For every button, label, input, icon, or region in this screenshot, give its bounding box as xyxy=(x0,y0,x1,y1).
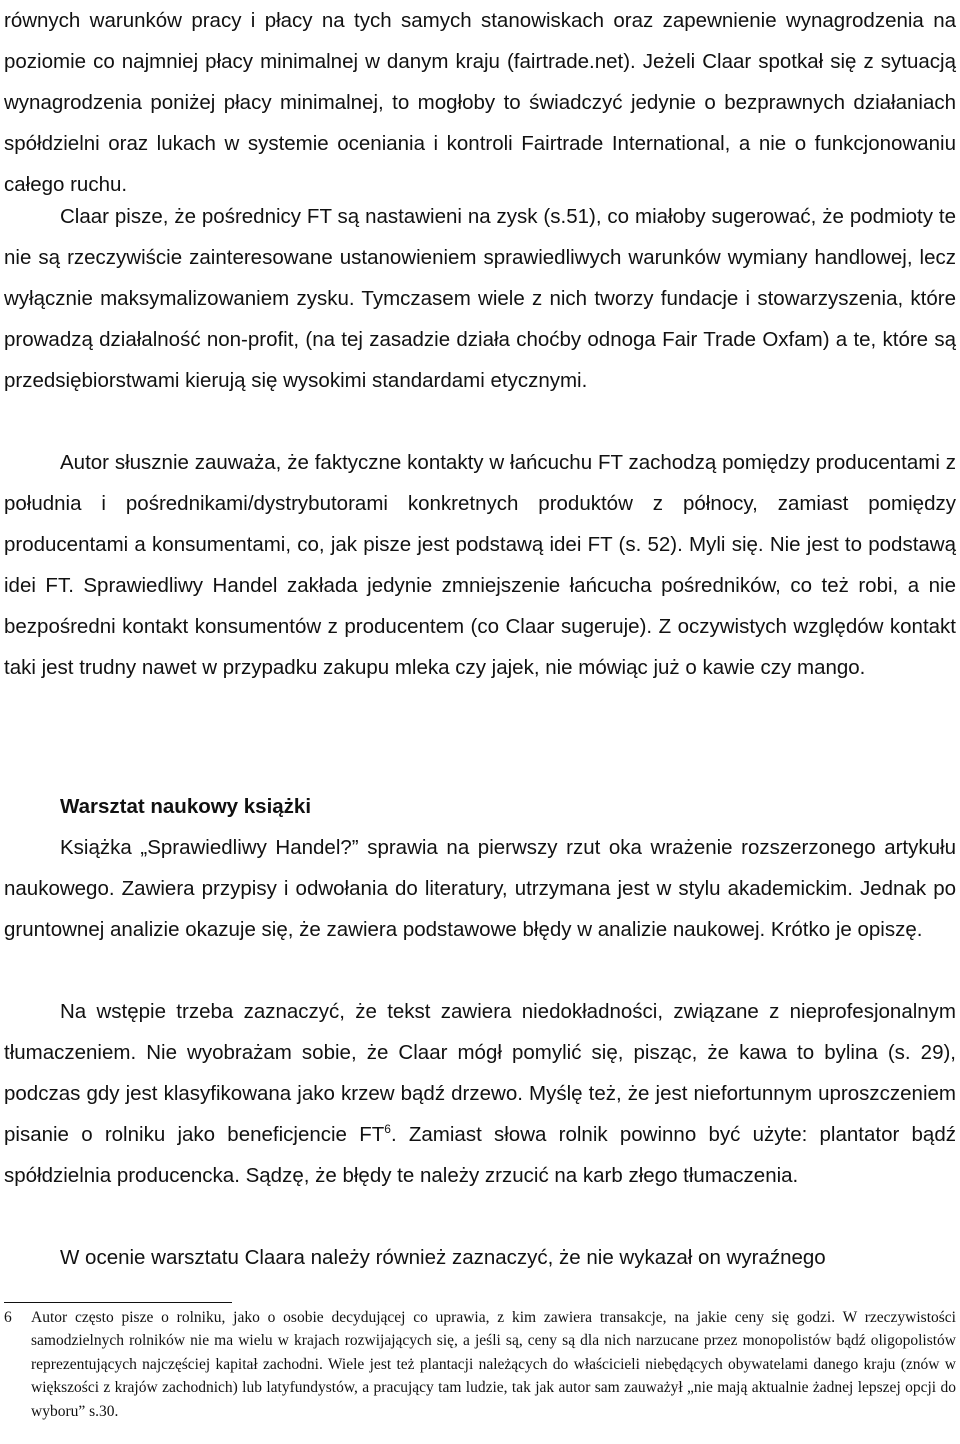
paragraph-continued: równych warunków pracy i płacy na tych samych stanowiskach oraz zapewnienie wynagrodzenia na poziomie co najmniej płacy minimalnej w danym kraju (fairtrade.net). Jeżeli Claar spotkał się z sytuacją wynagrodzenia poniżej płacy minimalnej, to mogłoby to świadczyć jedynie o bezprawnych działaniach spółdzielni oraz lukach w systemie oceniania i kontroli Fairtrade International, a nie o funkcjonowaniu całego ruchu. xyxy=(4,9,956,196)
paragraph-methodology: W ocenie warsztatu Claara należy również zaznaczyć, że nie wykazał on wyraźnego xyxy=(60,1246,826,1269)
paragraph-translation-errors xyxy=(4,991,956,1196)
footnote-reference: 6 xyxy=(384,1122,391,1136)
paragraph-book-overview: Książka „Sprawiedliwy Handel?” sprawia na pierwszy rzut oka wrażenie rozszerzonego artykułu naukowego. Zawiera przypisy i odwołania do literatury, utrzymana jest w stylu akademickim. Jednak po gruntownej analizie okazuje się, że zawiera podstawowe błędy w analizie naukowej. Krótko je opiszę. xyxy=(4,836,956,941)
footnote-text: Autor często pisze o rolniku, jako o osobie decydującej co uprawia, z kim zawiera transakcje, na jakie ceny się godzi. W rzeczywistości samodzielnych rolników nie ma wielu w krajach rozwijających się, a jeśli są, ceny są dla nich narzucane przez monopolistów bądź oligopolistów reprezentujących najczęściej kapitał zachodni. Wiele jest też plantacji należących do właścicieli niebędących obywatelami danego kraju (znów w większości z krajów zachodnich) lub latyfundystów, a pracujący tam ludzie, tak jak autor sam zauważył „nie mają aktualnie żadnej lepszej opcji do wyboru” s.30. xyxy=(31,1309,956,1420)
footnote-number: 6 xyxy=(4,1309,12,1326)
footnote-separator xyxy=(4,1302,232,1303)
paragraph-intermediaries: Claar pisze, że pośrednicy FT są nastawieni na zysk (s.51), co miałoby sugerować, że podmioty te nie są rzeczywiście zainteresowane ustanowieniem sprawiedliwych warunków wymiany handlowej, lecz wyłącznie maksymalizowaniem zysku. Tymczasem wiele z nich tworzy fundacje i stowarzyszenia, które prowadzą działalność non-profit, (na tej zasadzie działa choćby odnoga Fair Trade Oxfam) a te, które są przedsiębiorstwami kierują się wysokimi standardami etycznymi. xyxy=(4,205,956,392)
footnote xyxy=(4,1306,956,1423)
paragraph-text-part1: Na wstępie trzeba zaznaczyć, że tekst zawiera niedokładności, związane z nieprofesjonalnym tłumaczeniem. Nie wyobrażam sobie, że Claar mógł pomylić się, pisząc, że kawa to bylina (s. 29), podczas gdy jest klasyfikowana jako krzew bądź drzewo. Myślę też, że jest niefortunnym uproszczeniem pisanie o rolniku jako beneficjencie FT xyxy=(4,1000,956,1146)
section-heading: Warsztat naukowy książki xyxy=(60,795,312,818)
paragraph-supply-chain: Autor słusznie zauważa, że faktyczne kontakty w łańcuchu FT zachodzą pomiędzy producentami z południa i pośrednikami/dystrybutorami konkretnych produktów z północy, zamiast pomiędzy producentami a konsumentami, co, jak pisze jest podstawą idei FT (s. 52). Myli się. Nie jest to podstawą idei FT. Sprawiedliwy Handel zakłada jedynie zmniejszenie łańcucha pośredników, co też robi, a nie bezpośredni kontakt konsumentów z producentem (co Claar sugeruje). Z oczywistych względów kontakt taki jest trudny nawet w przypadku zakupu mleka czy jajek, nie mówiąc już o kawie czy mango. xyxy=(4,451,956,679)
paragraph-text-part2: . Zamiast słowa rolnik powinno być użyte: plantator bądź spółdzielnia producencka. Sądzę, że błędy te należy zrzucić na karb złego tłumaczenia. xyxy=(4,1123,956,1187)
